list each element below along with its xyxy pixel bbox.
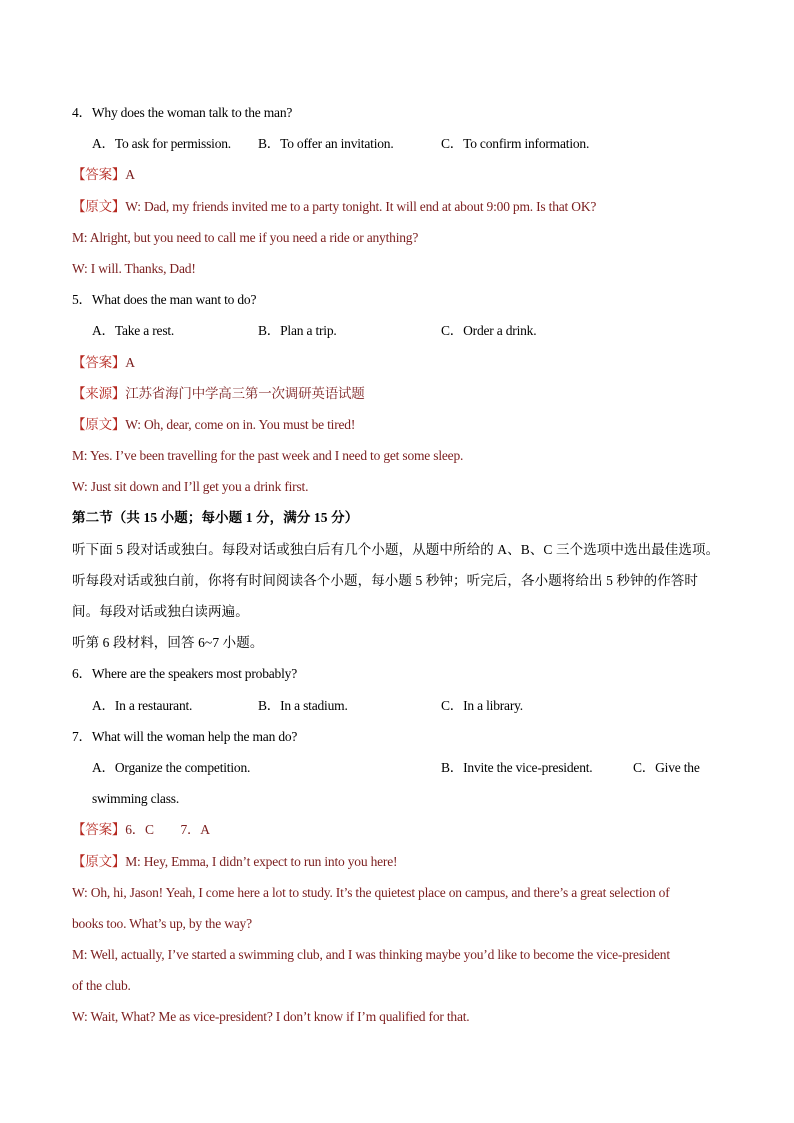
question-5-options bbox=[72, 315, 724, 346]
source-label: 【来源】 bbox=[72, 385, 126, 401]
question-6-stem: 6．Where are the speakers most probably? bbox=[72, 666, 297, 682]
question-4-answer bbox=[72, 159, 724, 190]
question-6-7-transcript-line: W: Oh, hi, Jason! Yeah, I come here a lot to study. It’s the quietest place on campus, and there’s a great selection of bbox=[72, 884, 670, 900]
question-6-7-transcript-line: W: Wait, What? Me as vice-president? I don’t know if I’m qualified for that. bbox=[72, 1009, 470, 1025]
document-body bbox=[72, 97, 724, 1033]
section-instruction-line: 间。每段对话或独白读两遍。 bbox=[72, 604, 249, 619]
question-5-option-c: C．Order a drink. bbox=[441, 323, 537, 339]
transcript-text: W: Oh, dear, come on in. You must be tired! bbox=[125, 416, 356, 432]
question-5-stem: 5．What does the man want to do? bbox=[72, 292, 257, 308]
material-note: 听第 6 段材料，回答 6~7 小题。 bbox=[72, 635, 264, 651]
section-heading: 第二节（共 15 小题；每小题 1 分，满分 15 分） bbox=[72, 510, 359, 526]
transcript-label: 【原文】 bbox=[72, 416, 126, 432]
question-4-option-c: C．To confirm information. bbox=[441, 136, 590, 152]
answer-label: 【答案】 bbox=[72, 167, 126, 183]
question-4-transcript-line bbox=[72, 191, 724, 222]
source-text: 江苏省海门中学高三第一次调研英语试题 bbox=[125, 385, 365, 401]
question-4-stem: 4．Why does the woman talk to the man? bbox=[72, 105, 293, 120]
transcript-text: M: Hey, Emma, I didn’t expect to run into you here! bbox=[125, 853, 398, 869]
answer-value: A bbox=[125, 167, 135, 183]
question-5-transcript-line: M: Yes. I’ve been travelling for the past week and I need to get some sleep. bbox=[72, 448, 464, 464]
answer-label: 【答案】 bbox=[72, 822, 126, 838]
question-6-7-transcript-line: of the club. bbox=[72, 978, 131, 994]
question-5-option-b: B．Plan a trip. bbox=[258, 323, 337, 339]
transcript-label: 【原文】 bbox=[72, 198, 126, 214]
answer-label: 【答案】 bbox=[72, 354, 126, 370]
question-4-option-a: A．To ask for permission. bbox=[92, 136, 231, 152]
question-7-option-a: A．Organize the competition. bbox=[92, 759, 251, 775]
answer-value: 6．C 7．A bbox=[125, 822, 210, 838]
section-instruction-line: 听每段对话或独白前，你将有时间阅读各个小题，每小题 5 秒钟；听完后，各小题将给出 5 秒钟的作答时 bbox=[72, 572, 698, 588]
section-instruction-line: 听下面 5 段对话或独白。每段对话或独白后有几个小题，从题中所给的 A、B、C 三个选项中选出最佳选项。 bbox=[72, 541, 720, 557]
question-5-answer bbox=[72, 347, 724, 378]
question-5-source bbox=[72, 378, 724, 409]
question-4-option-b: B．To offer an invitation. bbox=[258, 136, 394, 152]
answer-value: A bbox=[125, 354, 135, 370]
question-7-option-c: C．Give the swimming class. bbox=[92, 759, 700, 807]
transcript-label: 【原文】 bbox=[72, 853, 126, 869]
question-5-transcript-line bbox=[72, 409, 724, 440]
question-6-option-a: A．In a restaurant. bbox=[92, 697, 193, 713]
question-6-7-transcript-line: M: Well, actually, I’ve started a swimming club, and I was thinking maybe you’d like to become the vice-president bbox=[72, 947, 670, 963]
question-7-stem: 7．What will the woman help the man do? bbox=[72, 728, 298, 744]
question-6-option-b: B．In a stadium. bbox=[258, 697, 348, 713]
question-6-7-transcript-line bbox=[72, 846, 724, 877]
transcript-text: W: Dad, my friends invited me to a party tonight. It will end at about 9:00 pm. Is that OK? bbox=[125, 198, 597, 214]
question-4-transcript-line: W: I will. Thanks, Dad! bbox=[72, 260, 196, 276]
question-5-option-a: A．Take a rest. bbox=[92, 323, 175, 339]
question-6-options bbox=[72, 690, 724, 721]
question-6-option-c: C．In a library. bbox=[441, 697, 523, 713]
question-7-options bbox=[72, 752, 722, 814]
question-7-option-b: B．Invite the vice-president. bbox=[441, 759, 593, 775]
question-4-options bbox=[72, 128, 724, 159]
question-6-7-answer bbox=[72, 814, 724, 845]
question-4-transcript-line: M: Alright, but you need to call me if you need a ride or anything? bbox=[72, 229, 419, 245]
question-5-transcript-line: W: Just sit down and I’ll get you a drink first. bbox=[72, 479, 309, 495]
question-6-7-transcript-line: books too. What’s up, by the way? bbox=[72, 915, 252, 931]
